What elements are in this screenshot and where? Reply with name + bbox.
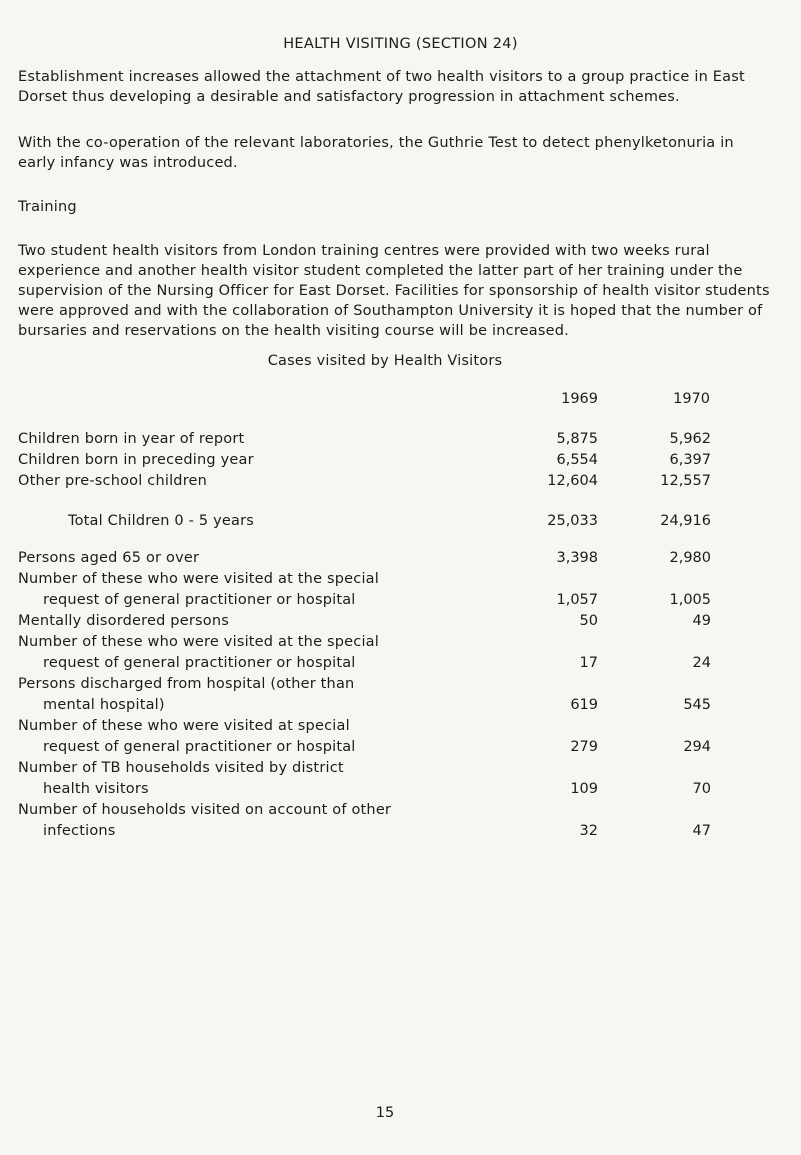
table-row	[0, 613, 801, 635]
value-1970: 5,962	[669, 431, 711, 447]
table-row-total	[0, 513, 801, 535]
value-1970: 1,005	[669, 592, 711, 608]
paragraph-guthrie-test: With the co-operation of the relevant laboratories, the Guthrie Test to detect phenylketonuria in early infancy was introduced.	[18, 135, 734, 171]
row-label: mental hospital)	[43, 697, 165, 713]
year-header-1969: 1969	[561, 391, 598, 407]
table-row	[0, 802, 801, 824]
table-row	[0, 739, 801, 761]
value-1970: 49	[692, 613, 711, 629]
paragraph-training: Two student health visitors from London training centres were provided with two weeks rural experience and another health visitor student completed the latter part of her training under the supervision of the Nursing Officer for East Dorset. Facilities for sponsorship of health visitor students were approved and with the collaboration of Southampton University it is hoped that the number of bursaries and reservations on the health visiting course will be increased.	[18, 243, 770, 339]
row-label: Number of households visited on account of other	[18, 802, 392, 818]
table-row	[0, 592, 801, 614]
section-heading: HEALTH VISITING (SECTION 24)	[283, 36, 518, 52]
row-label: Children born in year of report	[18, 431, 245, 447]
value-1969: 25,033	[547, 513, 598, 529]
value-1970: 545	[683, 697, 711, 713]
value-1969: 17	[579, 655, 598, 671]
row-label: request of general practitioner or hospital	[43, 592, 356, 608]
row-label: Mentally disordered persons	[18, 613, 229, 629]
value-1969: 6,554	[556, 452, 598, 468]
value-1970: 70	[692, 781, 711, 797]
row-label: Other pre-school children	[18, 473, 208, 489]
table-title: Cases visited by Health Visitors	[267, 353, 503, 369]
table-row	[0, 718, 801, 740]
value-1969: 5,875	[556, 431, 598, 447]
row-label: infections	[43, 823, 116, 839]
value-1969: 3,398	[556, 550, 598, 566]
table-row	[0, 452, 801, 474]
value-1970: 2,980	[669, 550, 711, 566]
value-1969: 32	[579, 823, 598, 839]
row-label: Children born in preceding year	[18, 452, 254, 468]
value-1969: 50	[579, 613, 598, 629]
table-row	[0, 697, 801, 719]
table-row	[0, 473, 801, 495]
row-label: Number of TB households visited by district	[18, 760, 344, 776]
row-label: Number of these who were visited at the special	[18, 634, 379, 650]
table-row	[0, 571, 801, 593]
row-label: Number of these who were visited at special	[18, 718, 350, 734]
value-1969: 109	[570, 781, 598, 797]
row-label: Number of these who were visited at the special	[18, 571, 379, 587]
year-header-1970: 1970	[673, 391, 710, 407]
table-row	[0, 634, 801, 656]
training-heading: Training	[18, 199, 77, 215]
value-1970: 47	[692, 823, 711, 839]
table-row	[0, 655, 801, 677]
value-1969: 619	[570, 697, 598, 713]
row-label: request of general practitioner or hospital	[43, 655, 356, 671]
row-label: Persons discharged from hospital (other than	[18, 676, 355, 692]
value-1969: 12,604	[547, 473, 598, 489]
value-1970: 6,397	[669, 452, 711, 468]
table-row	[0, 550, 801, 572]
value-1969: 1,057	[556, 592, 598, 608]
value-1970: 24	[692, 655, 711, 671]
table-row	[0, 431, 801, 453]
row-label: Total Children 0 - 5 years	[68, 513, 255, 529]
table-row	[0, 760, 801, 782]
value-1970: 12,557	[660, 473, 711, 489]
row-label: request of general practitioner or hospital	[43, 739, 356, 755]
table-row	[0, 823, 801, 845]
table-row	[0, 781, 801, 803]
value-1970: 24,916	[660, 513, 711, 529]
value-1970: 294	[683, 739, 711, 755]
row-label: Persons aged 65 or over	[18, 550, 200, 566]
page-number: 15	[375, 1105, 395, 1121]
table-row	[0, 676, 801, 698]
value-1969: 279	[570, 739, 598, 755]
row-label: health visitors	[43, 781, 149, 797]
paragraph-attachment: Establishment increases allowed the attachment of two health visitors to a group practice in East Dorset thus developing a desirable and satisfactory progression in attachment schemes.	[18, 69, 745, 105]
